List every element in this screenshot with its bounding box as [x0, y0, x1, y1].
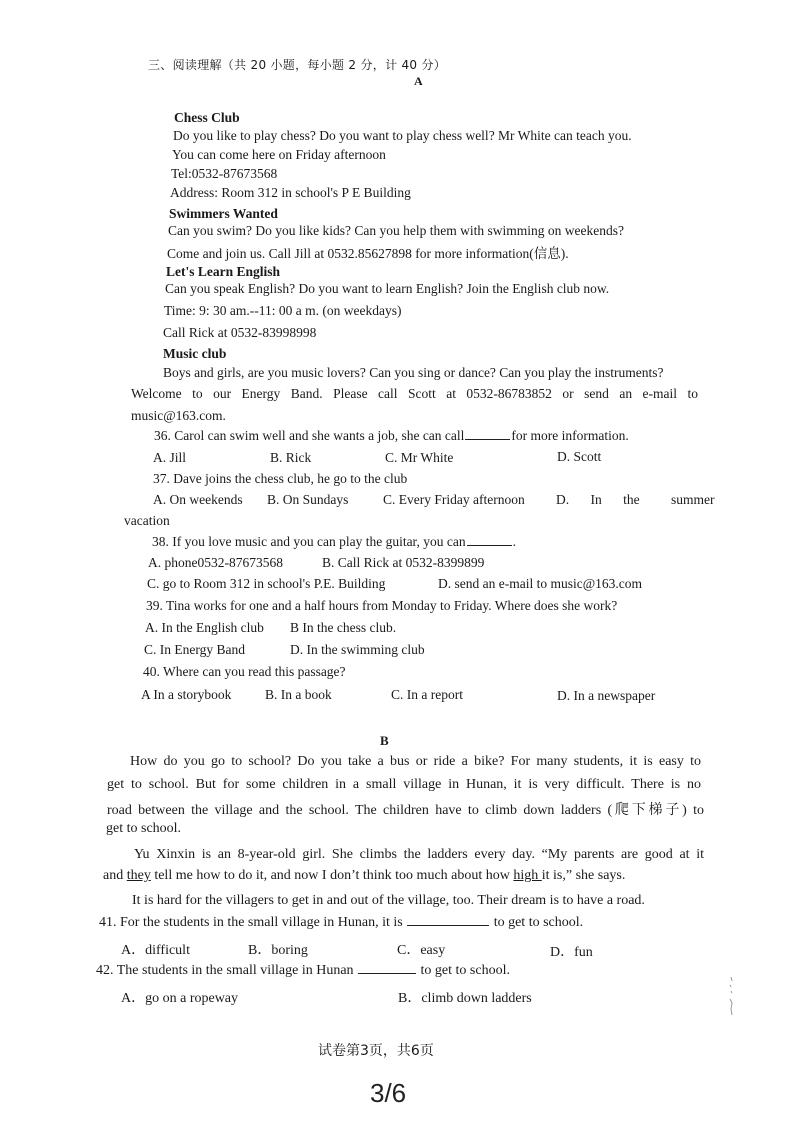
passage-b-label: B — [380, 733, 389, 748]
answer-blank — [407, 924, 489, 926]
chess-club-line: Do you like to play chess? Do you want to play chess well? Mr White can teach you. — [173, 128, 632, 143]
option-a: A In a storybook — [141, 687, 232, 702]
paragraph-line: How do you go to school? Do you take a bus or ride a bike? For many students, it is easy to — [130, 754, 701, 769]
option-b: B．climb down ladders — [398, 991, 532, 1006]
margin-scribble-mark — [727, 975, 735, 1020]
paragraph-line: road between the village and the school. The children have to climb down ladders (爬下梯子) to — [107, 803, 704, 818]
question-stem-text: 38. If you love music and you can play the guitar, you can — [152, 534, 466, 549]
option-b: B. On Sundays — [267, 492, 349, 507]
paragraph-line: Yu Xinxin is an 8-year-old girl. She climbs the ladders every day. “My parents are good at it — [134, 847, 704, 862]
question-stem-text: 41. For the students in the small village in Hunan, it is — [99, 915, 403, 930]
question-stem-text: to get to school. — [420, 963, 510, 978]
paragraph-line: get to school. But for some children in a small village in Hunan, it is very difficult. There is no — [107, 777, 701, 792]
option-a: A．go on a ropeway — [121, 991, 239, 1006]
option-b: B. Call Rick at 0532-8399899 — [322, 555, 485, 570]
question-stem — [152, 534, 516, 550]
option-d-text: In — [590, 492, 602, 507]
answer-blank — [465, 438, 510, 440]
option-a: A. phone0532-87673568 — [148, 555, 283, 570]
swimmers-wanted-line: Come and join us. Call Jill at 0532.85627898 for more information(信息). — [167, 246, 569, 261]
swimmers-wanted-line: Can you swim? Do you like kids? Can you help them with swimming on weekends? — [168, 223, 624, 238]
question-stem — [154, 428, 629, 444]
option-d: D. In a newspaper — [557, 688, 656, 703]
page-footer-label: 试卷第3页，共6页 — [318, 1043, 434, 1059]
question-stem: 37. Dave joins the chess club, he go to the club — [153, 471, 408, 486]
option-b: B. Rick — [270, 450, 312, 465]
option-d: D．fun — [550, 945, 593, 960]
passage-a-label: A — [414, 74, 423, 88]
answer-blank — [358, 972, 416, 974]
swimmers-wanted-title: Swimmers Wanted — [169, 206, 278, 221]
option-c: C．easy — [397, 943, 446, 958]
question-stem-text: to get to school. — [493, 915, 584, 930]
question-stem-text: . — [512, 534, 516, 549]
paragraph-line: get to school. — [106, 821, 182, 836]
question-stem-text: 36. Carol can swim well and she wants a job, she can call — [154, 428, 465, 443]
question-stem-text: for more information. — [511, 428, 629, 443]
option-a: A. Jill — [153, 450, 187, 465]
section-header: 三、阅读理解（共 20 小题，每小题 2 分，计 40 分） — [148, 58, 447, 72]
option-b: B In the chess club. — [290, 620, 397, 635]
option-c: C. Mr White — [385, 450, 454, 465]
chess-club-line: You can come here on Friday afternoon — [172, 147, 386, 162]
option-d-text: the — [623, 492, 640, 507]
option-c: C. In a report — [391, 687, 463, 702]
option-b: B．boring — [248, 943, 308, 958]
text-run: tell me how to do it, and now I don’t think too much about how — [150, 868, 514, 883]
question-stem — [99, 915, 583, 931]
option-d — [556, 492, 715, 508]
option-d-label: D. — [556, 492, 570, 507]
option-d: D. Scott — [557, 449, 602, 464]
option-a: A．difficult — [121, 943, 190, 958]
learn-english-title: Let's Learn English — [166, 264, 281, 279]
question-stem: 40. Where can you read this passage? — [143, 664, 346, 679]
paragraph-line — [103, 868, 625, 884]
option-d-wrap: vacation — [124, 513, 170, 528]
page-indicator: 3/6 — [370, 1078, 407, 1108]
option-b: B. In a book — [265, 687, 332, 702]
question-stem: 39. Tina works for one and a half hours from Monday to Friday. Where does she work? — [146, 598, 618, 613]
music-club-line: Boys and girls, are you music lovers? Can you sing or dance? Can you play the instruments? — [163, 365, 664, 380]
option-d: D. send an e-mail to music@163.com — [438, 576, 643, 591]
option-c: C. Every Friday afternoon — [383, 492, 525, 507]
option-c: C. go to Room 312 in school's P.E. Building — [147, 576, 386, 591]
option-c: C. In Energy Band — [144, 642, 245, 657]
music-club-email: music@163.com. — [131, 408, 226, 423]
underlined-word: they — [126, 868, 151, 883]
learn-english-phone: Call Rick at 0532-83998998 — [163, 325, 317, 340]
option-d: D. In the swimming club — [290, 642, 425, 657]
question-stem-text: 42. The students in the small village in Hunan — [96, 963, 354, 978]
chess-club-title: Chess Club — [174, 110, 240, 125]
answer-blank — [467, 544, 512, 546]
text-run: and — [103, 868, 127, 883]
option-d-text: summer — [671, 492, 715, 507]
chess-club-tel: Tel:0532-87673568 — [171, 166, 278, 181]
option-a: A. In the English club — [145, 620, 264, 635]
music-club-line: Welcome to our Energy Band. Please call Scott at 0532-86783852 or send an e-mail to — [131, 386, 698, 401]
learn-english-time: Time: 9: 30 am.--11: 00 a m. (on weekdays) — [164, 303, 402, 318]
learn-english-line: Can you speak English? Do you want to learn English? Join the English club now. — [165, 281, 610, 296]
question-stem — [96, 963, 510, 979]
music-club-title: Music club — [163, 346, 227, 361]
chess-club-address: Address: Room 312 in school's P E Building — [170, 185, 411, 200]
text-run: it is,” she says. — [541, 868, 626, 883]
option-a: A. On weekends — [153, 492, 243, 507]
underlined-word: high — [513, 868, 542, 883]
passage-b-paragraph-3: It is hard for the villagers to get in and out of the village, too. Their dream is to have a road. — [132, 893, 645, 908]
